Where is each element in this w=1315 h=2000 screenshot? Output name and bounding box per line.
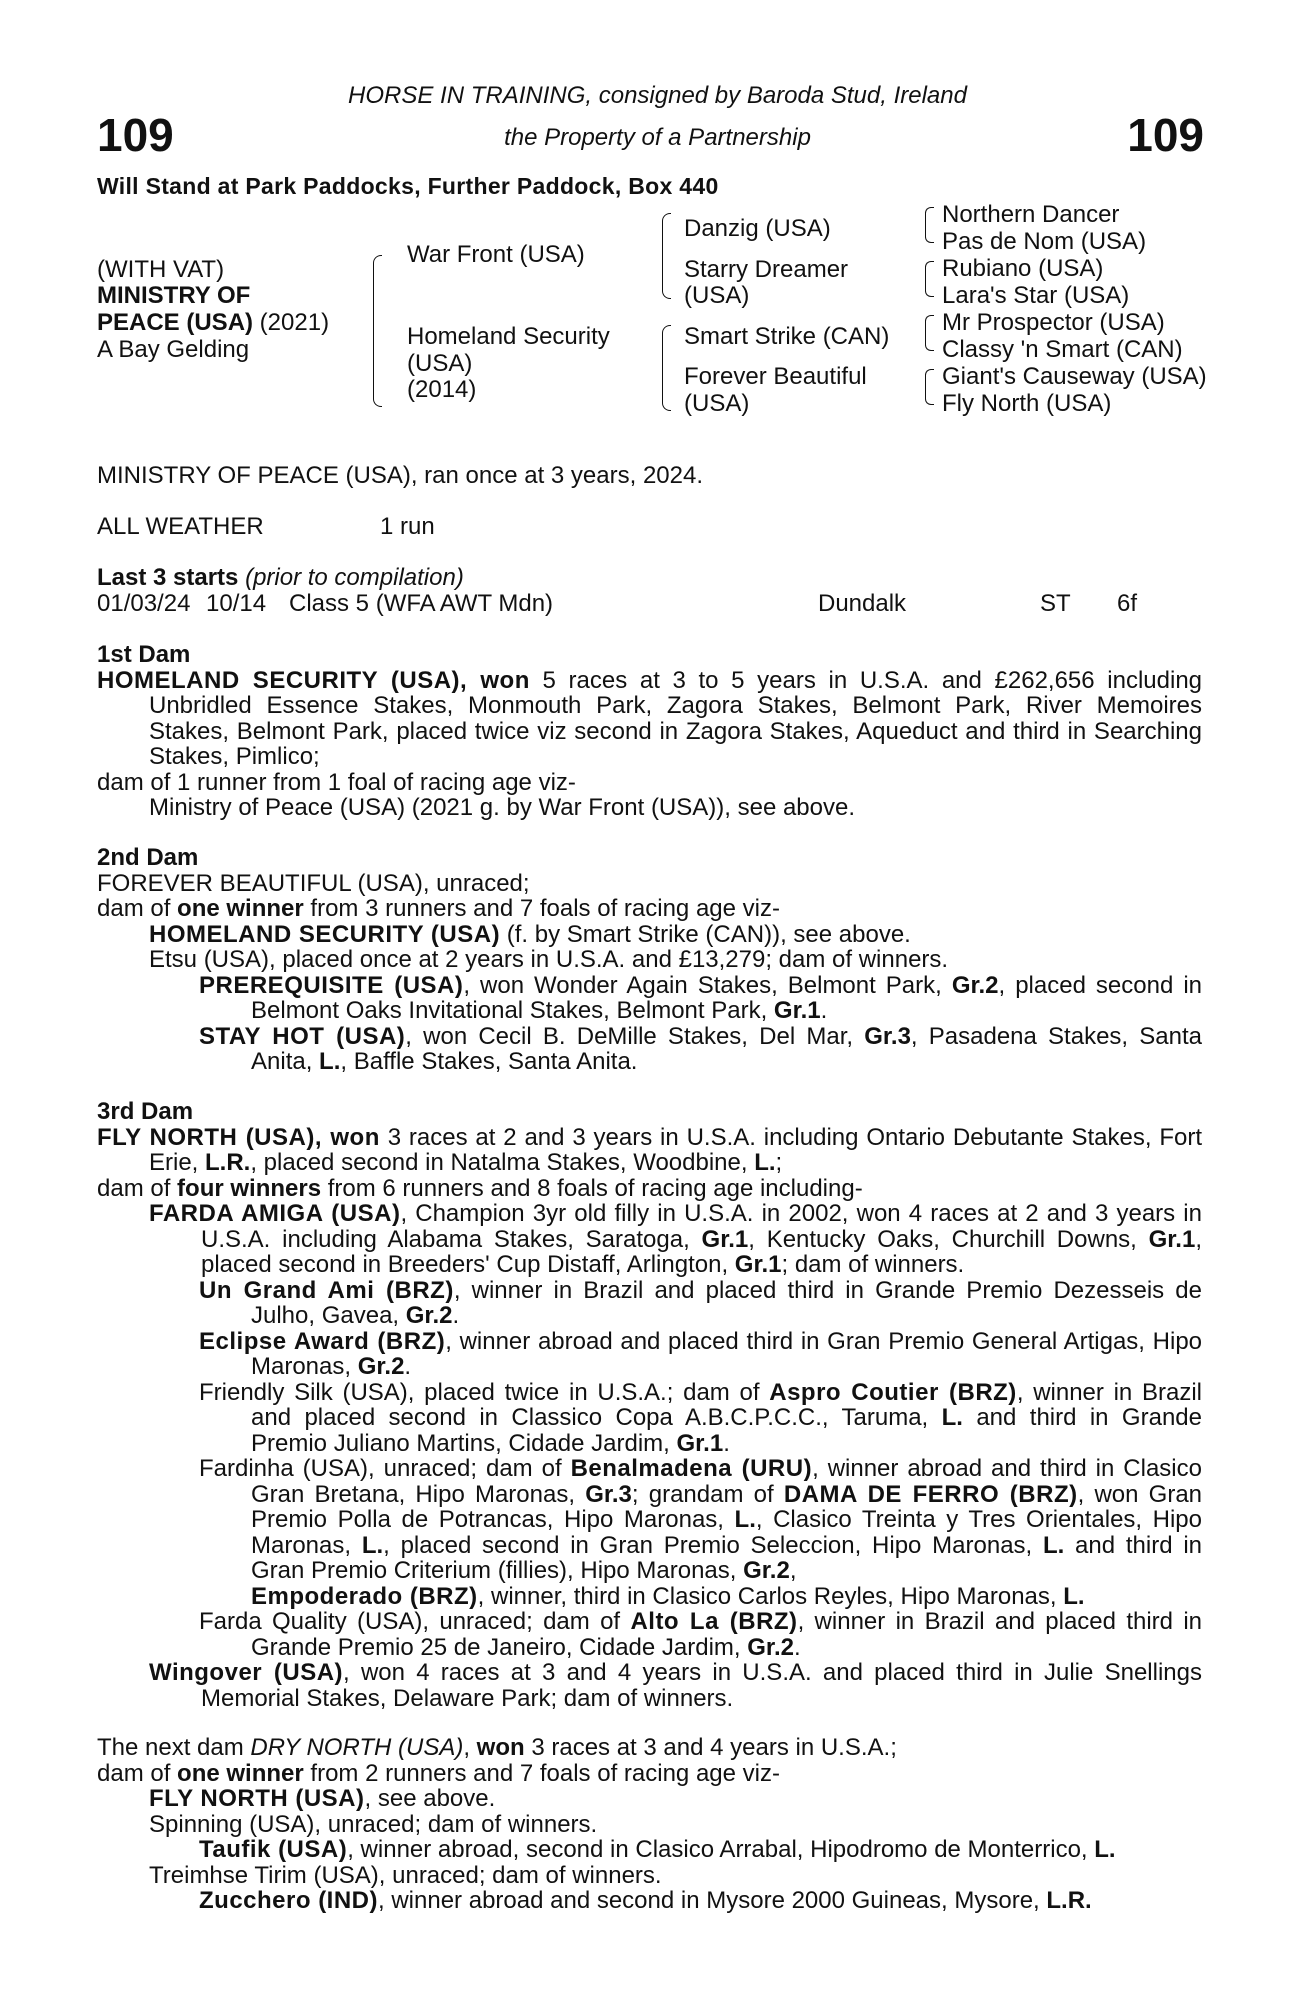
brace-gen3-3 xyxy=(925,315,934,351)
third-dam-produce: dam of four winners from 6 runners and 8 foals of racing age including- xyxy=(97,1174,863,1202)
second-dam-section xyxy=(97,845,1202,1075)
third-dam-un-grand-ami: Un Grand Ami (BRZ), winner in Brazil and placed third in Grande Premio Dezesseis de Julho, Gavea, Gr.2. xyxy=(199,1276,1202,1329)
third-dam-friendly-silk: Friendly Silk (USA), placed twice in U.S.A.; dam of Aspro Coutier (BRZ), winner in Brazil and placed second in Classico Copa A.B.C.P.C.C., Taruma, L. and third in Grande Premio Juliano Martins, Cidade Jardim, Gr.1. xyxy=(199,1378,1203,1457)
first-dam-title: 1st Dam xyxy=(97,641,191,668)
gen3-8: Fly North (USA) xyxy=(942,390,1112,417)
next-dam-section xyxy=(97,1735,1202,1914)
first-dam-section xyxy=(97,642,1202,821)
second-dam-grandprogeny-1: PREREQUISITE (USA), won Wonder Again Stakes, Belmont Park, Gr.2, placed second in Belmont Oaks Invitational Stakes, Belmont Park, Gr.1. xyxy=(199,971,1202,1024)
lot-number-right: 109 xyxy=(1127,109,1204,161)
third-dam-eclipse-award: Eclipse Award (BRZ), winner abroad and placed third in Gran Premio General Artigas, Hipo Maronas, Gr.2. xyxy=(199,1327,1203,1380)
next-dam-record: The next dam DRY NORTH (USA), won 3 races at 3 and 4 years in U.S.A.; xyxy=(97,1734,897,1761)
gen3-4: Lara's Star (USA) xyxy=(942,282,1130,309)
first-dam-won: won xyxy=(480,666,530,694)
header-property: the Property of a Partnership xyxy=(504,124,811,151)
last-starts-heading xyxy=(97,565,464,591)
horse-name-line2 xyxy=(97,310,329,336)
second-dam-progeny-1: HOMELAND SECURITY (USA) (f. by Smart Strike (CAN)), see above. xyxy=(149,920,911,948)
brace-gen3-2 xyxy=(925,261,934,297)
sire-dam-line1: Starry Dreamer xyxy=(684,256,849,283)
second-dam-grandprogeny-2: STAY HOT (USA), won Cecil B. DeMille Stakes, Del Mar, Gr.3, Pasadena Stakes, Santa Anita, L., Baffle Stakes, Santa Anita. xyxy=(199,1022,1202,1075)
lot-number-left: 109 xyxy=(97,109,174,161)
surface-runs: 1 run xyxy=(380,513,435,540)
brace-gen2-dam xyxy=(662,325,671,411)
first-dam-text: 5 races at 3 to 5 years in U.S.A. and £262,656 including Unbridled Essence Stakes, Monmouth Park, Zagora Stakes, Belmont Park, River Memoires Stakes, Belmont Park, placed twice viz second in Zagora Stakes, Aqueduct and third in Searching Stakes, Pimlico; xyxy=(149,666,1203,770)
start-date: 01/03/24 xyxy=(97,590,191,617)
next-dam-spinning: Spinning (USA), unraced; dam of winners. xyxy=(149,1810,598,1838)
horse-description: A Bay Gelding xyxy=(97,336,250,363)
dam-year: (2014) xyxy=(407,376,477,403)
dam-sire: Smart Strike (CAN) xyxy=(684,323,890,350)
sire-name: War Front (USA) xyxy=(407,241,585,268)
brace-gen3-4 xyxy=(925,369,934,405)
gen3-5: Mr Prospector (USA) xyxy=(942,309,1165,336)
start-going: ST xyxy=(1040,590,1071,617)
gen3-7: Giant's Causeway (USA) xyxy=(942,363,1207,390)
horse-name-part2: PEACE (USA) xyxy=(97,309,254,336)
stand-location: Will Stand at Park Paddocks, Further Paddock, Box 440 xyxy=(97,173,719,199)
first-dam-progeny: Ministry of Peace (USA) (2021 g. by War Front (USA)), see above. xyxy=(149,794,856,821)
gen3-6: Classy 'n Smart (CAN) xyxy=(942,336,1183,363)
last-starts-title: Last 3 starts xyxy=(97,564,239,591)
gen3-1: Northern Dancer xyxy=(942,201,1120,228)
gen3-2: Pas de Nom (USA) xyxy=(942,228,1147,255)
second-dam-progeny-2: Etsu (USA), placed once at 2 years in U.S.A. and £13,279; dam of winners. xyxy=(149,946,949,973)
next-dam-treimhse-tirim: Treimhse Tirim (USA), unraced; dam of winners. xyxy=(149,1861,662,1889)
sire-dam-line2: (USA) xyxy=(684,282,750,309)
second-dam-produce: dam of one winner from 3 runners and 7 foals of racing age viz- xyxy=(97,895,780,922)
first-dam-name: HOMELAND SECURITY (USA) xyxy=(97,666,461,694)
third-dam-farda-amiga: FARDA AMIGA (USA), Champion 3yr old filly in U.S.A. in 2002, won 4 races at 2 and 3 years in U.S.A. including Alabama Stakes, Saratoga, Gr.1, Kentucky Oaks, Churchill Downs, Gr.1, placed second in Breeders' Cup Distaff, Arlington, Gr.1; dam of winners. xyxy=(149,1200,1202,1278)
first-dam-produce: dam of 1 runner from 1 foal of racing age viz- xyxy=(97,768,576,796)
next-dam-produce: dam of one winner from 2 runners and 7 foals of racing age viz- xyxy=(97,1759,780,1787)
last-starts-note: (prior to compilation) xyxy=(238,564,464,591)
start-distance: 6f xyxy=(1117,590,1138,617)
third-dam-section xyxy=(97,1099,1202,1711)
third-dam-fardinha: Fardinha (USA), unraced; dam of Benalmadena (URU), winner abroad and third in Clasico Gran Bretana, Hipo Maronas, Gr.3; grandam of DAMA DE FERRO (BRZ), won Gran Premio Polla de Potrancas, Hipo Maronas, L., Clasico Treinta y Tres Orientales, Hipo Maronas, L., placed second in Gran Premio Seleccion, Hipo Maronas, L. and third in Gran Premio Criterium (fillies), Hipo Maronas, Gr.2, Empoderado (BRZ), winner, third in Clasico Carlos Reyles, Hipo Maronas, L. xyxy=(199,1455,1203,1610)
horse-year: (2021) xyxy=(253,309,330,336)
second-dam-intro: FOREVER BEAUTIFUL (USA), unraced; xyxy=(97,869,530,897)
next-dam-fly-north: FLY NORTH (USA), see above. xyxy=(149,1785,496,1812)
start-course: Dundalk xyxy=(818,590,907,617)
next-dam-zucchero: Zucchero (IND), winner abroad and second in Mysore 2000 Guineas, Mysore, L.R. xyxy=(199,1887,1092,1914)
dam-name-line1: Homeland Security xyxy=(407,323,610,350)
third-dam-record: FLY NORTH (USA), won 3 races at 2 and 3 years in U.S.A. including Ontario Debutante Stakes, Fort Erie, L.R., placed second in Natalma Stakes, Woodbine, L.; xyxy=(97,1123,1203,1176)
horse-name-line1: MINISTRY OF xyxy=(97,282,251,309)
brace-gen1 xyxy=(373,255,382,407)
third-dam-title: 3rd Dam xyxy=(97,1098,194,1125)
third-dam-farda-quality: Farda Quality (USA), unraced; dam of Alto La (BRZ), winner in Brazil and placed third in Grande Premio 25 de Janeiro, Cidade Jardim, Gr.2. xyxy=(199,1608,1203,1661)
dam-dam-line2: (USA) xyxy=(684,390,750,417)
header-consignor: HORSE IN TRAINING, consigned by Baroda Stud, Ireland xyxy=(348,82,967,109)
next-dam-taufik: Taufik (USA), winner abroad, second in Clasico Arrabal, Hipodromo de Monterrico, L. xyxy=(199,1836,1116,1863)
second-dam-title: 2nd Dam xyxy=(97,844,199,871)
third-dam-wingover: Wingover (USA), won 4 races at 3 and 4 years in U.S.A. and placed third in Julie Snellings Memorial Stakes, Delaware Park; dam of winners. xyxy=(149,1659,1202,1712)
surface-label: ALL WEATHER xyxy=(97,513,264,540)
brace-gen2-sire xyxy=(662,213,671,299)
dam-name-line2: (USA) xyxy=(407,350,473,377)
gen3-3: Rubiano (USA) xyxy=(942,255,1104,282)
first-dam-record: HOMELAND SECURITY (USA), won 5 races at 3 to 5 years in U.S.A. and £262,656 including Unbridled Essence Stakes, Monmouth Park, Zagora Stakes, Belmont Park, River Memoires Stakes, Belmont Park, placed twice viz second in Zagora Stakes, Aqueduct and third in Searching Stakes, Pimlico; xyxy=(97,666,1203,770)
start-position: 10/14 xyxy=(206,590,267,617)
brace-gen3-1 xyxy=(925,207,934,243)
vat-label: (WITH VAT) xyxy=(97,256,225,283)
start-race: Class 5 (WFA AWT Mdn) xyxy=(289,590,554,617)
dam-dam-line1: Forever Beautiful xyxy=(684,363,867,390)
sire-sire: Danzig (USA) xyxy=(684,215,831,242)
race-summary: MINISTRY OF PEACE (USA), ran once at 3 years, 2024. xyxy=(97,462,704,489)
